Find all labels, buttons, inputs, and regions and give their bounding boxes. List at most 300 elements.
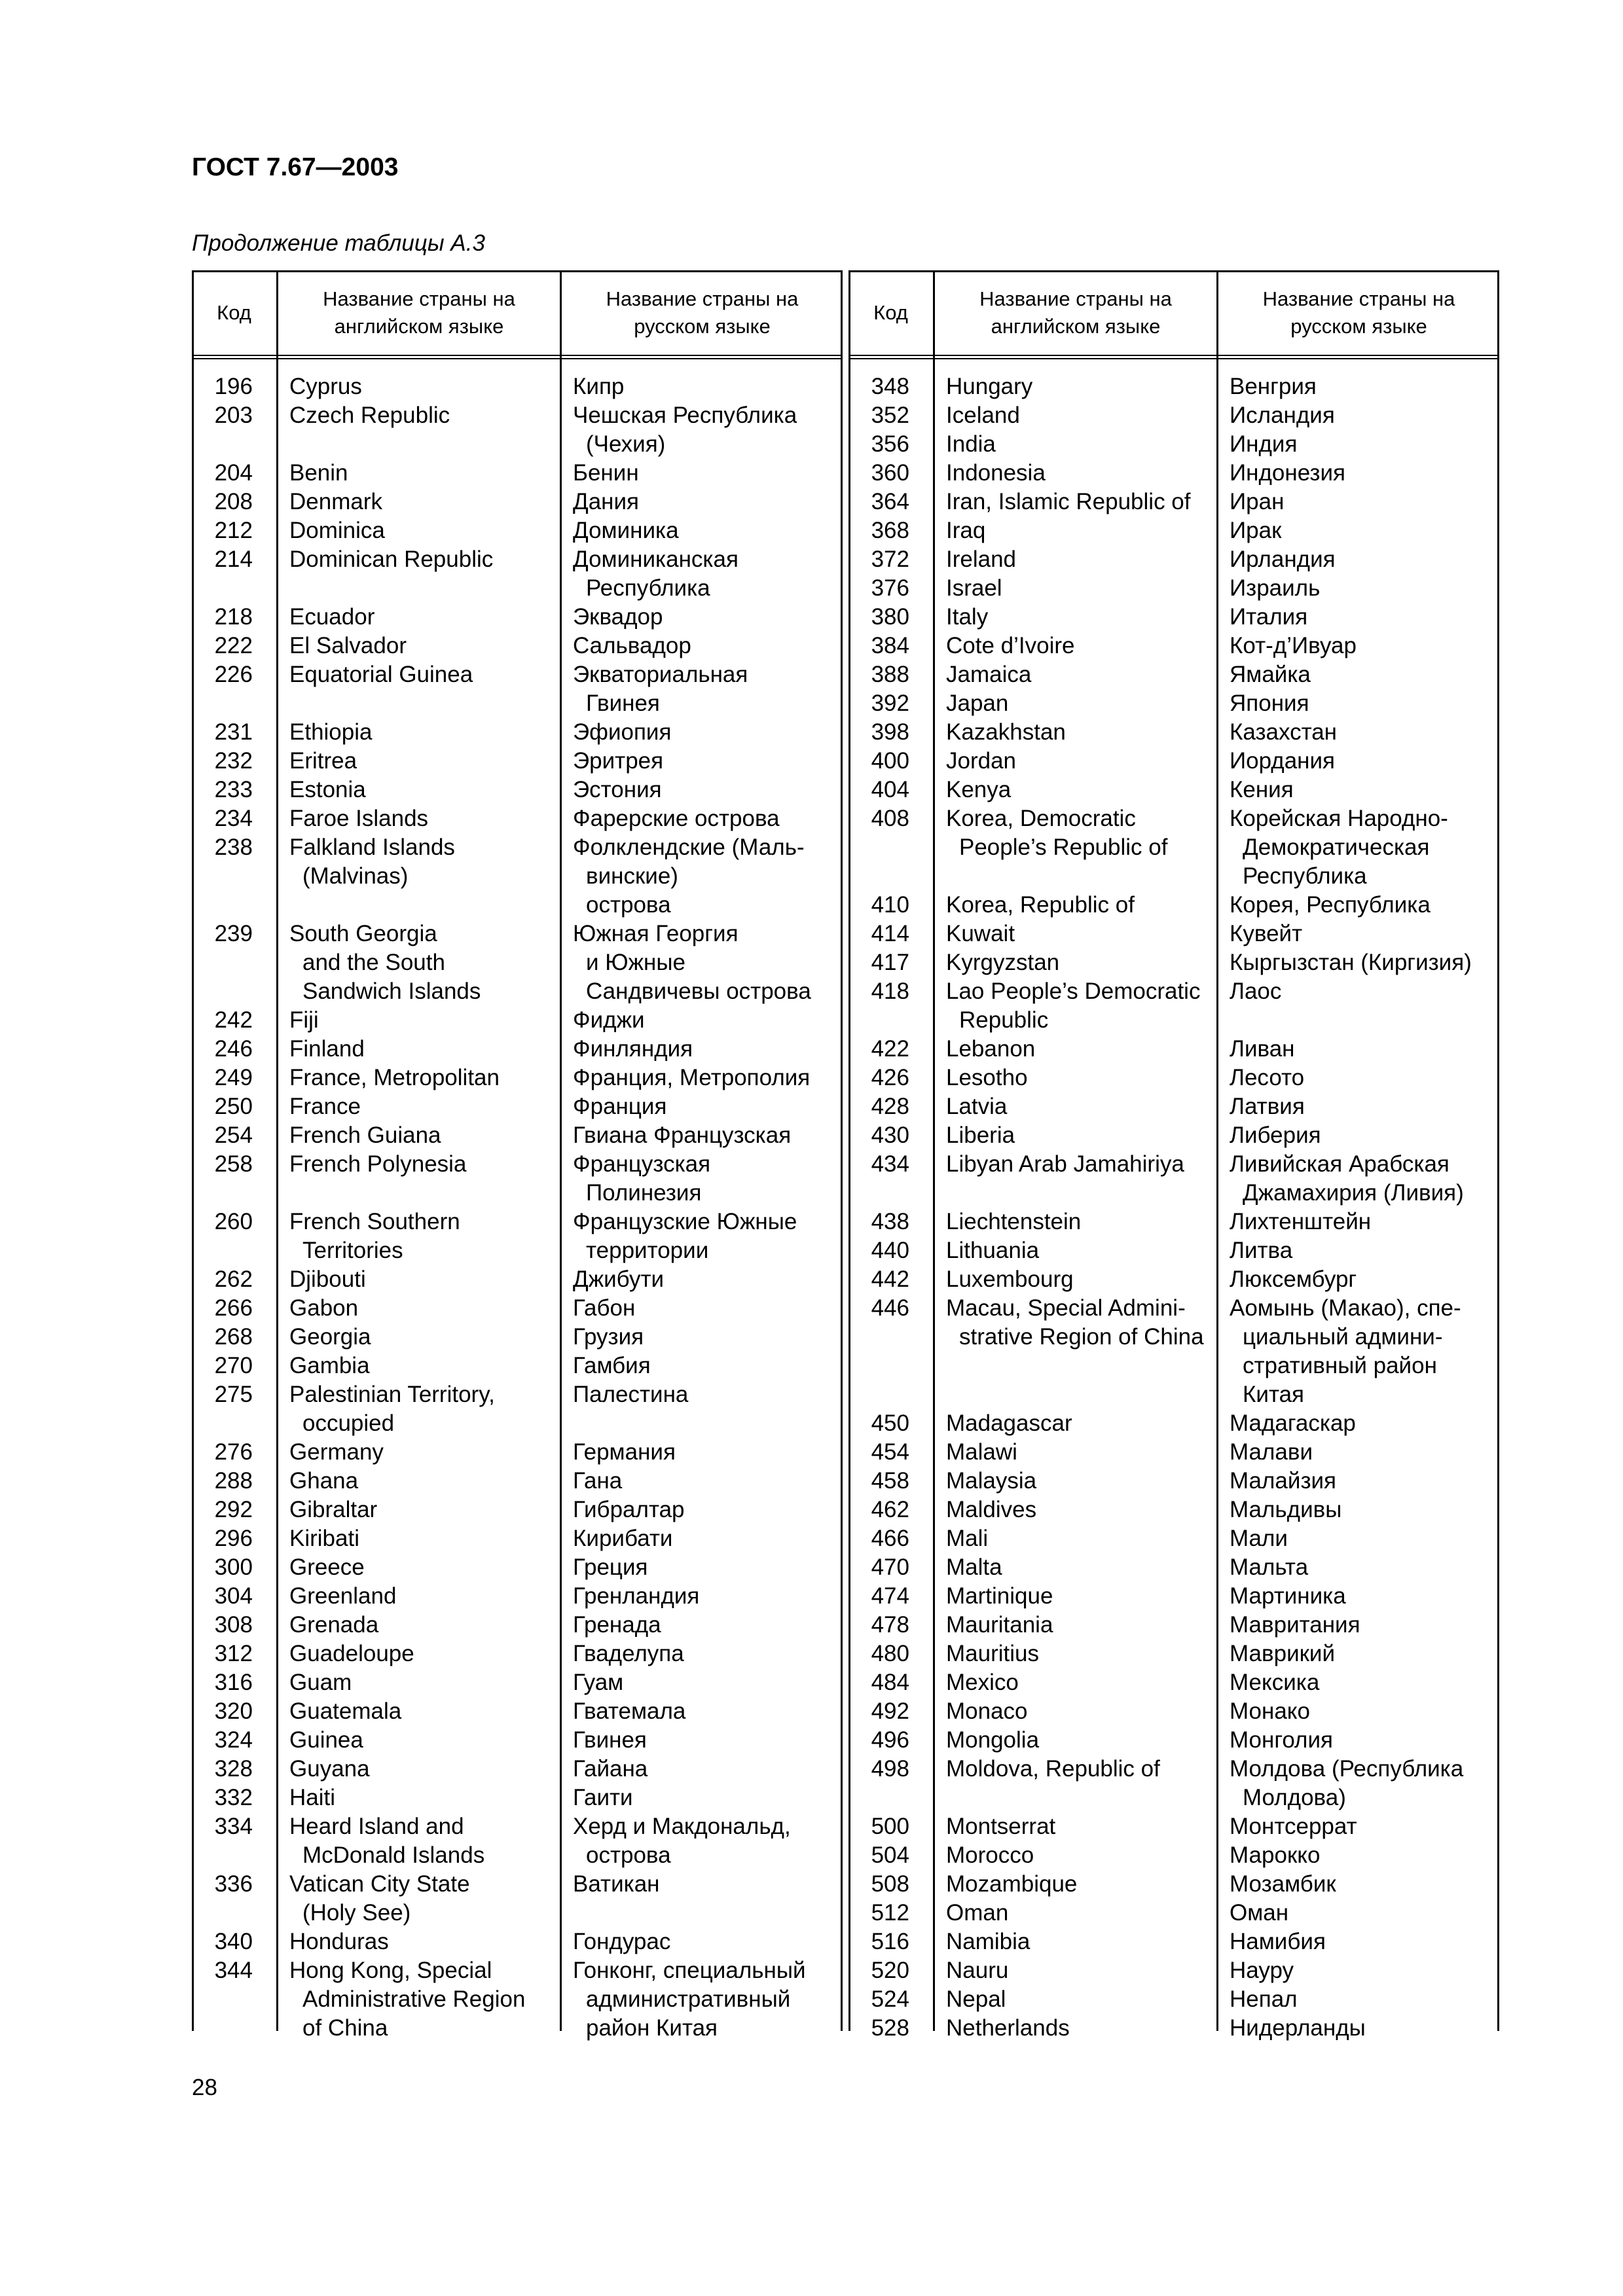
russian-name	[1230, 1121, 1491, 1150]
country-code: 218	[214, 604, 253, 630]
english-name	[289, 1956, 551, 2043]
table-row	[848, 603, 1499, 632]
russian-name-line: Италия	[1230, 604, 1308, 630]
english-name-line: Korea, Republic of	[946, 892, 1135, 918]
russian-name-line: винские)	[586, 863, 678, 889]
table-row	[848, 660, 1499, 689]
country-code: 316	[214, 1670, 253, 1695]
russian-name	[573, 372, 835, 401]
russian-name	[573, 1092, 835, 1121]
english-name	[289, 1755, 551, 1784]
country-code: 438	[871, 1209, 909, 1234]
table-row	[848, 516, 1499, 545]
english-name-line: Maldives	[946, 1497, 1037, 1522]
country-code-table	[192, 270, 1495, 2041]
table-caption: Продолжение таблицы А.3	[192, 230, 485, 256]
english-name-line: Malawi	[946, 1439, 1017, 1465]
english-name	[946, 603, 1208, 632]
english-name	[946, 488, 1208, 516]
russian-name-line: Индия	[1230, 431, 1298, 457]
russian-name	[573, 1553, 835, 1582]
russian-name	[573, 1640, 835, 1668]
table-row	[848, 1438, 1499, 1467]
russian-name	[573, 1582, 835, 1611]
english-name	[289, 1006, 551, 1035]
russian-name	[573, 1035, 835, 1064]
russian-name-line: Мали	[1230, 1526, 1288, 1551]
english-name-line: Finland	[289, 1036, 365, 1062]
russian-name-line: Ливан	[1230, 1036, 1295, 1062]
table-row	[848, 1236, 1499, 1265]
russian-name-line: Финляндия	[573, 1036, 693, 1062]
table-row	[192, 1294, 843, 1323]
english-name-line: Ghana	[289, 1468, 359, 1494]
english-name-line: Jamaica	[946, 662, 1032, 687]
country-code: 410	[871, 892, 909, 918]
table-row	[192, 545, 843, 603]
english-name	[289, 1121, 551, 1150]
country-code: 231	[214, 719, 253, 745]
russian-name-line: Кипр	[573, 374, 625, 399]
russian-name-line: Гвинея	[573, 1727, 647, 1753]
english-name	[289, 488, 551, 516]
english-name-line: France, Metropolitan	[289, 1065, 500, 1090]
english-name-line: Guinea	[289, 1727, 363, 1753]
english-name	[946, 1467, 1208, 1496]
country-code: 336	[214, 1871, 253, 1897]
table-row	[848, 977, 1499, 1035]
russian-name	[1230, 1697, 1491, 1726]
english-name-line: Grenada	[289, 1612, 379, 1638]
russian-name	[1230, 1092, 1491, 1121]
country-code: 492	[871, 1698, 909, 1724]
russian-name	[573, 718, 835, 747]
english-name	[289, 1812, 551, 1870]
table-row	[848, 1294, 1499, 1409]
english-name-line: Martinique	[946, 1583, 1053, 1609]
table-row	[192, 1553, 843, 1582]
russian-name-line: Ямайка	[1230, 662, 1311, 687]
english-name-line: Cote d’Ivoire	[946, 633, 1075, 658]
russian-name	[1230, 1812, 1491, 1841]
russian-name-line: Фарерские острова	[573, 806, 780, 831]
english-name	[289, 1352, 551, 1380]
english-name-line: Sandwich Islands	[302, 978, 481, 1004]
table-row	[192, 747, 843, 776]
russian-name	[1230, 1928, 1491, 1956]
russian-name	[1230, 920, 1491, 948]
russian-name-line: Джибути	[573, 1266, 665, 1292]
russian-name-line: Литва	[1230, 1238, 1293, 1263]
russian-name-line: Япония	[1230, 691, 1309, 716]
russian-name	[1230, 660, 1491, 689]
english-name-line: Lao People’s Democratic	[946, 978, 1201, 1004]
russian-name-line: Молдова (Республика	[1230, 1756, 1464, 1782]
english-name-line: Djibouti	[289, 1266, 366, 1292]
russian-name	[573, 1496, 835, 1524]
table-row	[192, 1035, 843, 1064]
table-row	[192, 804, 843, 833]
russian-name	[1230, 1640, 1491, 1668]
russian-name	[573, 1524, 835, 1553]
english-name	[946, 516, 1208, 545]
russian-name	[573, 1265, 835, 1294]
table-row	[848, 718, 1499, 747]
english-name-line: Guadeloupe	[289, 1641, 414, 1666]
russian-name-line: Индонезия	[1230, 460, 1345, 486]
english-name-line: Libyan Arab Jamahiriya	[946, 1151, 1184, 1177]
table-left-half	[192, 270, 843, 2041]
russian-name-line: и Южные	[586, 950, 685, 975]
english-name	[289, 1553, 551, 1582]
russian-name	[573, 459, 835, 488]
country-code: 356	[871, 431, 909, 457]
table-row	[848, 1467, 1499, 1496]
table-row	[192, 1380, 843, 1438]
table-row	[192, 776, 843, 804]
country-code: 304	[214, 1583, 253, 1609]
russian-name	[573, 776, 835, 804]
russian-name-line: (Чехия)	[586, 431, 666, 457]
russian-name	[573, 516, 835, 545]
english-name	[946, 1755, 1208, 1784]
english-name	[289, 372, 551, 401]
english-name-line: French Guiana	[289, 1122, 441, 1148]
russian-name-line: Непал	[1230, 1986, 1298, 2012]
table-body-left	[192, 372, 843, 2043]
table-row	[192, 1121, 843, 1150]
table-row	[848, 1928, 1499, 1956]
country-code: 208	[214, 489, 253, 514]
russian-name-line: Эритрея	[573, 748, 664, 774]
table-row	[192, 1524, 843, 1553]
russian-name	[573, 1697, 835, 1726]
russian-name	[573, 545, 835, 603]
russian-name-line: Французские Южные	[573, 1209, 797, 1234]
english-name	[946, 401, 1208, 430]
country-code: 260	[214, 1209, 253, 1234]
russian-name-line: Китая	[1243, 1382, 1304, 1407]
russian-name-line: Республика	[1243, 863, 1367, 889]
english-name	[946, 1668, 1208, 1697]
russian-name-line: Малайзия	[1230, 1468, 1337, 1494]
russian-name-line: Французская	[573, 1151, 711, 1177]
table-row	[192, 1611, 843, 1640]
russian-name	[573, 1064, 835, 1092]
russian-name	[573, 1208, 835, 1265]
english-name-line: Republic	[959, 1007, 1049, 1033]
english-name	[946, 660, 1208, 689]
russian-name	[1230, 1726, 1491, 1755]
table-row	[192, 1352, 843, 1380]
english-name-line: Ethiopia	[289, 719, 373, 745]
english-name	[946, 1092, 1208, 1121]
russian-name	[1230, 459, 1491, 488]
table-row	[848, 545, 1499, 574]
english-name	[946, 1870, 1208, 1899]
country-code: 516	[871, 1929, 909, 1954]
russian-name	[1230, 1582, 1491, 1611]
english-name	[289, 632, 551, 660]
country-code: 344	[214, 1958, 253, 1983]
russian-name-line: Гаити	[573, 1785, 633, 1810]
country-code: 276	[214, 1439, 253, 1465]
english-name-line: Kuwait	[946, 921, 1015, 946]
russian-name-line: Иордания	[1230, 748, 1336, 774]
table-row	[192, 632, 843, 660]
country-code: 398	[871, 719, 909, 745]
english-name-line: Mexico	[946, 1670, 1019, 1695]
country-code: 384	[871, 633, 909, 658]
english-name-line: Iran, Islamic Republic of	[946, 489, 1191, 514]
russian-name	[1230, 1899, 1491, 1928]
table-row	[192, 1208, 843, 1265]
russian-name-line: Либерия	[1230, 1122, 1321, 1148]
english-name	[946, 948, 1208, 977]
country-code: 446	[871, 1295, 909, 1321]
english-name	[946, 920, 1208, 948]
english-name-line: Cyprus	[289, 374, 362, 399]
english-name-line: Iceland	[946, 403, 1020, 428]
country-code: 376	[871, 575, 909, 601]
country-code: 520	[871, 1958, 909, 1983]
russian-name	[1230, 632, 1491, 660]
country-code: 372	[871, 547, 909, 572]
russian-name-line: Кот-д’Ивуар	[1230, 633, 1357, 658]
russian-name-line: Мавритания	[1230, 1612, 1360, 1638]
english-name-line: (Malvinas)	[302, 863, 409, 889]
russian-name-line: Эквадор	[573, 604, 663, 630]
russian-name	[573, 1956, 835, 2043]
english-name	[946, 1496, 1208, 1524]
english-name	[289, 545, 551, 574]
english-name	[289, 718, 551, 747]
russian-name	[1230, 516, 1491, 545]
russian-name	[1230, 1553, 1491, 1582]
english-name	[946, 891, 1208, 920]
english-name-line: Territories	[302, 1238, 403, 1263]
table-right-half	[848, 270, 1499, 2041]
russian-name-line: Мадагаскар	[1230, 1410, 1356, 1436]
country-code: 418	[871, 978, 909, 1004]
english-name-line: Kenya	[946, 777, 1012, 802]
russian-name-line: Гвиана Французская	[573, 1122, 792, 1148]
english-name-line: Georgia	[289, 1324, 371, 1350]
russian-name	[1230, 1524, 1491, 1553]
russian-name-line: Сальвадор	[573, 633, 691, 658]
table-row	[192, 1323, 843, 1352]
country-code: 508	[871, 1871, 909, 1897]
russian-name-line: острова	[586, 892, 671, 918]
table-row	[192, 1755, 843, 1784]
country-code: 334	[214, 1814, 253, 1839]
english-name	[289, 1726, 551, 1755]
russian-name-line: Ирак	[1230, 518, 1282, 543]
russian-name-line: Гана	[573, 1468, 623, 1494]
header-russian-name: Название страны на русском языке	[1216, 270, 1499, 355]
russian-name	[1230, 372, 1491, 401]
english-name	[946, 1697, 1208, 1726]
english-name-line: Hungary	[946, 374, 1033, 399]
english-name	[289, 1582, 551, 1611]
russian-name	[1230, 948, 1491, 977]
russian-name-line: стративный район	[1243, 1353, 1437, 1378]
english-name-line: Ecuador	[289, 604, 375, 630]
table-row	[848, 1496, 1499, 1524]
english-name-line: Ireland	[946, 547, 1017, 572]
russian-name	[573, 1323, 835, 1352]
russian-name	[1230, 1611, 1491, 1640]
header-english-name: Название страны на английском языке	[276, 270, 560, 355]
english-name-line: Nepal	[946, 1986, 1006, 2012]
country-code: 226	[214, 662, 253, 687]
country-code: 270	[214, 1353, 253, 1378]
table-row	[848, 1956, 1499, 1985]
english-name-line: Hong Kong, Special	[289, 1958, 492, 1983]
table-row	[192, 1006, 843, 1035]
russian-name-line: Гватемала	[573, 1698, 686, 1724]
russian-name	[1230, 891, 1491, 920]
russian-name	[573, 1726, 835, 1755]
country-code: 239	[214, 921, 253, 946]
russian-name-line: Греция	[573, 1554, 648, 1580]
country-code: 474	[871, 1583, 909, 1609]
russian-name-line: Гамбия	[573, 1353, 651, 1378]
country-code: 234	[214, 806, 253, 831]
russian-name	[1230, 804, 1491, 891]
russian-name	[1230, 1496, 1491, 1524]
table-row	[192, 603, 843, 632]
russian-name-line: Кувейт	[1230, 921, 1303, 946]
country-code: 324	[214, 1727, 253, 1753]
english-name-line: Monaco	[946, 1698, 1028, 1724]
country-code: 250	[214, 1094, 253, 1119]
country-code: 214	[214, 547, 253, 572]
english-name-line: Netherlands	[946, 2015, 1070, 2041]
russian-name-line: Венгрия	[1230, 374, 1317, 399]
table-body-right	[848, 372, 1499, 2043]
russian-name	[1230, 776, 1491, 804]
english-name-line: Israel	[946, 575, 1002, 601]
english-name-line: Indonesia	[946, 460, 1046, 486]
russian-name-line: Франция	[573, 1094, 667, 1119]
russian-name-line: Монголия	[1230, 1727, 1333, 1753]
country-code: 258	[214, 1151, 253, 1177]
table-row	[848, 1841, 1499, 1870]
russian-name-line: Оман	[1230, 1900, 1289, 1926]
russian-name-line: Лихтенштейн	[1230, 1209, 1372, 1234]
russian-name	[573, 1812, 835, 1870]
russian-name-line: Сандвичевы острова	[586, 978, 811, 1004]
russian-name-line: Джамахирия (Ливия)	[1243, 1180, 1464, 1206]
english-name-line: Dominican Republic	[289, 547, 494, 572]
english-name-line: McDonald Islands	[302, 1842, 485, 1868]
russian-name	[573, 1006, 835, 1035]
table-row	[192, 1812, 843, 1870]
russian-name-line: Намибия	[1230, 1929, 1326, 1954]
english-name	[289, 516, 551, 545]
english-name-line: Macau, Special Admini-	[946, 1295, 1186, 1321]
table-row	[848, 1524, 1499, 1553]
english-name	[946, 747, 1208, 776]
country-code: 422	[871, 1036, 909, 1062]
russian-name-line: Ливийская Арабская	[1230, 1151, 1450, 1177]
country-code: 442	[871, 1266, 909, 1292]
english-name-line: Gabon	[289, 1295, 359, 1321]
country-code: 242	[214, 1007, 253, 1033]
table-row	[848, 1611, 1499, 1640]
table-row	[848, 2014, 1499, 2043]
english-name	[946, 977, 1208, 1035]
table-row	[848, 488, 1499, 516]
russian-name-line: Мальдивы	[1230, 1497, 1342, 1522]
country-code: 484	[871, 1670, 909, 1695]
russian-name	[573, 1380, 835, 1409]
table-row	[848, 1121, 1499, 1150]
russian-name-line: Молдова)	[1243, 1785, 1346, 1810]
english-name-line: Mauritania	[946, 1612, 1053, 1638]
russian-name-line: Республика	[586, 575, 710, 601]
country-code: 434	[871, 1151, 909, 1177]
page-number: 28	[192, 2075, 217, 2100]
country-code: 275	[214, 1382, 253, 1407]
russian-name-line: Ватикан	[573, 1871, 660, 1897]
russian-name	[1230, 1841, 1491, 1870]
table-row	[848, 1640, 1499, 1668]
russian-name	[1230, 689, 1491, 718]
table-row	[848, 1553, 1499, 1582]
country-code: 308	[214, 1612, 253, 1638]
english-name	[289, 1697, 551, 1726]
english-name	[946, 574, 1208, 603]
english-name	[946, 1064, 1208, 1092]
table-row	[848, 776, 1499, 804]
english-name-line: El Salvador	[289, 633, 407, 658]
russian-name-line: Малави	[1230, 1439, 1313, 1465]
english-name-line: Benin	[289, 460, 348, 486]
russian-name	[573, 833, 835, 920]
russian-name-line: Доминиканская	[573, 547, 739, 572]
country-code: 196	[214, 374, 253, 399]
english-name	[946, 1236, 1208, 1265]
russian-name	[1230, 977, 1491, 1006]
english-name	[289, 1467, 551, 1496]
english-name-line: Kazakhstan	[946, 719, 1066, 745]
russian-name	[1230, 545, 1491, 574]
table-row	[848, 430, 1499, 459]
table-row	[848, 1755, 1499, 1812]
english-name	[946, 1812, 1208, 1841]
english-name	[946, 1956, 1208, 1985]
english-name-line: Montserrat	[946, 1814, 1056, 1839]
english-name-line: (Holy See)	[302, 1900, 411, 1926]
russian-name-line: Кыргызстан (Киргизия)	[1230, 950, 1472, 975]
country-code: 348	[871, 374, 909, 399]
english-name	[289, 1323, 551, 1352]
english-name-line: Lesotho	[946, 1065, 1028, 1090]
english-name	[946, 1582, 1208, 1611]
english-name-line: Liberia	[946, 1122, 1015, 1148]
english-name-line: France	[289, 1094, 361, 1119]
russian-name-line: Эстония	[573, 777, 662, 802]
russian-name	[1230, 574, 1491, 603]
russian-name-line: Полинезия	[586, 1180, 702, 1206]
table-row	[848, 1208, 1499, 1236]
russian-name-line: Габон	[573, 1295, 636, 1321]
english-name-line: Gibraltar	[289, 1497, 378, 1522]
english-name-line: Luxembourg	[946, 1266, 1074, 1292]
table-row	[192, 1697, 843, 1726]
